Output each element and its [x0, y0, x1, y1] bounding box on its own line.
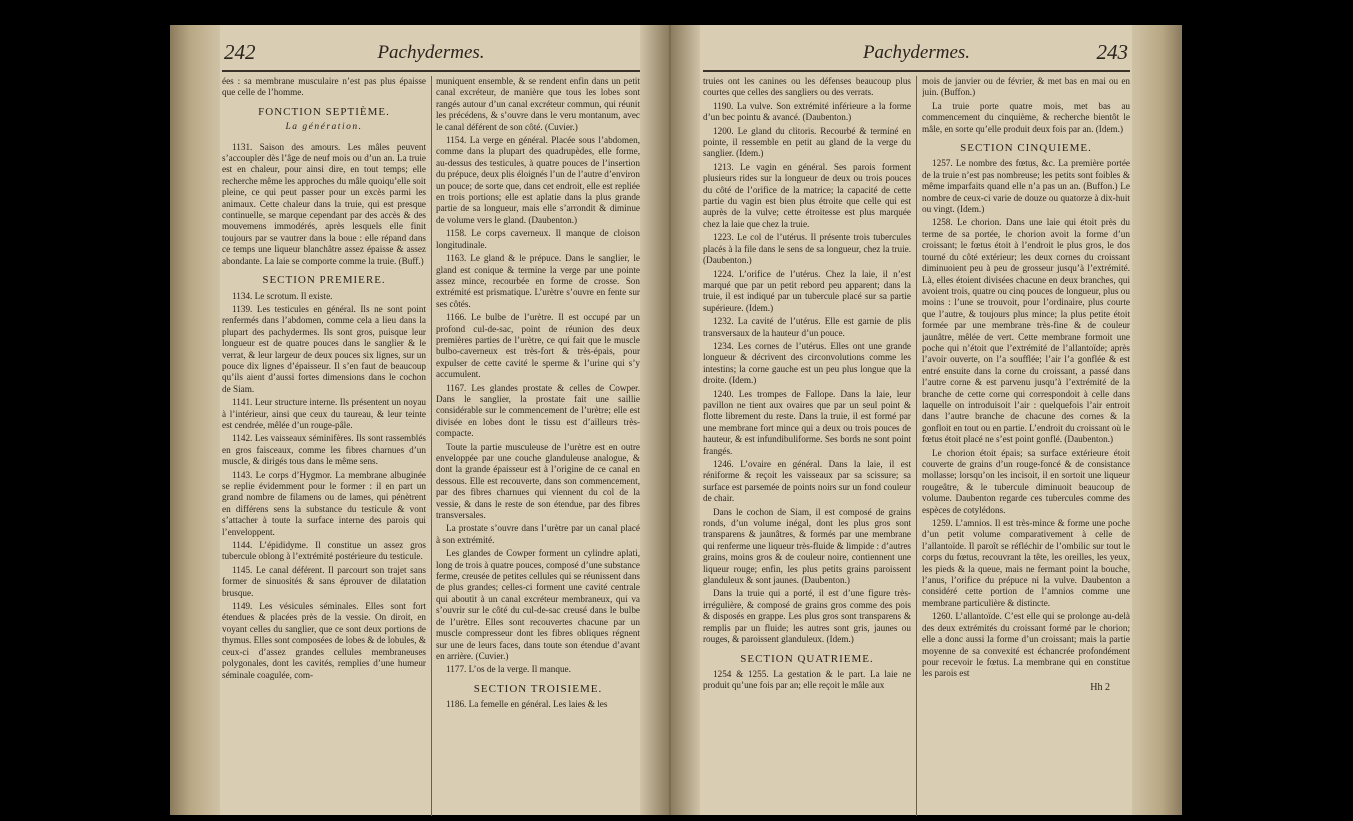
- paragraph: 1200. Le gland du clitoris. Recourbé & terminé en pointe, il ressemble en petit au gland de la verge du sanglier. (Idem.): [703, 125, 911, 159]
- paragraph: 1154. La verge en général. Placée sous l’abdomen, comme dans la plupart des quadrupèdes, elle forme, au-dessus des testicules, à quatre pouces de l’insertion du prépuce, deux plis éloignés l’un de l’autre d’environ un pouce; de sorte que, dans cet endroit, elle est repliée en trois portions; elle est aplatie dans la plus grande partie de sa longueur, mais elle s’arrondit & diminue de volume vers le gland. (Daubenton.): [436, 135, 640, 225]
- left-page-number: 242: [224, 40, 256, 64]
- paragraph: 1142. Les vaisseaux séminifères. Ils sont rassemblés en gros faisceaux, comme les fibres charnues d’un muscle, & dirigés tous dans le même sens.: [222, 433, 426, 467]
- section-heading: SECTION CINQUIEME.: [960, 142, 1092, 155]
- paragraph: 1224. L’orifice de l’utérus. Chez la laie, il n’est marqué que par un petit rebord peu apparent; dans la truie, il est indiqué par un tubercule placé sur sa partie supérieure. (Idem.): [703, 268, 911, 313]
- paragraph: 1166. Le bulbe de l’urètre. Il est occupé par un profond cul-de-sac, point de réunion des deux premières parties de l’urètre, ce qui fait que le muscle bulbo-caverneux est très-fort & très-épais, pour expulser de cette cavité le sperme & l’urine qui s’y accumulent.: [436, 312, 640, 380]
- paragraph: 1149. Les vésicules séminales. Elles sont fort étendues & placées près de la vessie. On diroit, en voyant celles du sanglier, que ce sont deux portions de thymus. Elles sont composées de lobes & de lobules, & ceux-ci d’assez grandes cellules membraneuses polygonales, dont les cavités, remplies d’une humeur séminale coagulée, com-: [222, 601, 426, 680]
- paragraph: muniquent ensemble, & se rendent enfin dans un petit canal excréteur, de manière que tous les lobes sont rangés autour d’un canal excréteur commun, qui réunit les précédens, & s’ouvre dans le veru montanum, avec le canal déférent de son côté. (Cuvier.): [436, 76, 640, 132]
- paragraph: 1145. Le canal déférent. Il parcourt son trajet sans former de sinuosités & sans éprouver de dilatation brusque.: [222, 564, 426, 598]
- paragraph: Le chorion étoit épais; sa surface extérieure étoit couverte de grains d’un rouge-foncé & de consistance mollasse; lorsqu’on les incisoit, il en sortoit une liqueur rougeâtre, & le tubercule diminuoit beaucoup de volume. Daubenton regarde ces tubercules comme des espèces de cotylédons.: [922, 447, 1130, 515]
- paragraph: 1213. Le vagin en général. Ses parois forment plusieurs rides sur la longueur de deux ou trois pouces du côté de l’orifice de la matrice; la capacité de cette partie du vagin est bien plus étroite que celle qui est auprès de la vulve; cette étroitesse est plus marquée chez la laie que chez la truie.: [703, 161, 911, 229]
- paragraph: 1139. Les testicules en général. Ils ne sont point renfermés dans l’abdomen, comme cela a lieu dans la plupart des pachydermes. Ils sont gros, puisque leur longueur est de quatre pouces dans le sanglier & le verrat, & leur largeur de deux pouces six lignes, sur un pouce dix lignes d’épaisseur. Il s’en faut de beaucoup qu’ils aient d’aussi fortes dimensions dans le cochon de Siam.: [222, 303, 426, 394]
- paragraph: 1254 & 1255. La gestation & le part. La laie ne produit qu’une fois par an; elle reçoit le mâle aux: [703, 668, 911, 691]
- section-heading: SECTION TROISIEME.: [473, 682, 603, 695]
- right-column-separator: [916, 76, 917, 816]
- book-gutter: [640, 25, 700, 815]
- paragraph: 1260. L’allantoïde. C’est elle qui se prolonge au-delà des deux extrémités du croissant formé par le chorion; elle a donc aussi la forme d’un croissant; mais la partie moyenne de sa convexité est échancrée profondément pour recevoir le fœtus. La membrane qui en constitue les parois est: [922, 611, 1130, 679]
- left-page: [222, 40, 640, 816]
- paragraph: Dans le cochon de Siam, il est composé de grains ronds, d’un volume inégal, dont les plus gros sont transparens & jaunâtres, & formés par une membrane qui renferme une liqueur très-fluide & limpide : d’autres grains, moins gros & de couleur noire, contiennent une liqueur rouge; enfin, les plus petits grains paroissent glanduleux & sont jaunes. (Daubenton.): [703, 506, 911, 586]
- paragraph: 1186. La femelle en général. Les laies & les: [446, 699, 608, 710]
- paragraph: 1259. L’amnios. Il est très-mince & forme une poche d’un petit volume comparativement à celle de l’allantoïde. Il paroît se réfléchir de l’ombilic sur tout le corps du fœtus, recouvrant la tête, les oreilles, les yeux, les pieds & la queue, mais ne fermant point la bouche, l’anus, l’orifice du prépuce ni la vulve. Daubenton a considéré cette portion de l’amnios comme une membrane particulière & distincte.: [922, 518, 1130, 608]
- paragraph: 1257. Le nombre des fœtus, &c. La première portée de la truie n’est pas nombreuse; les petits sont foibles & même imparfaits quand elle n’a pas un an. (Buffon.) Le nombre de ceux-ci varie de douze ou quatorze à dix-huit ou vingt. (Idem.): [922, 158, 1130, 215]
- paragraph: 1143. Le corps d’Hygmor. La membrane albuginée se replie évidemment pour le former : il en part un grand nombre de filamens ou de lames, qui pénètrent en différens sens la substance du testicule & vont s’attacher à toute la surface interne des parois qui l’enveloppent.: [222, 469, 426, 537]
- paragraph: 1234. Les cornes de l’utérus. Elles ont une grande longueur & décrivent des circonvolutions comme les intestins; la corne gauche est un peu plus longue que la droite. (Idem.): [703, 340, 911, 386]
- right-column-1: [703, 76, 911, 816]
- paragraph: 1158. Le corps caverneux. Il manque de cloison longitudinale.: [436, 228, 640, 250]
- right-page: [703, 40, 1130, 816]
- paragraph: 1134. Le scrotum. Il existe.: [232, 290, 333, 301]
- paragraph: truies ont les canines ou les défenses beaucoup plus courtes que celles des sangliers ou des verrats.: [703, 76, 911, 98]
- right-running-title: Pachydermes.: [862, 42, 971, 63]
- paragraph: 1246. L’ovaire en général. Dans la laie, il est réniforme & reçoit les vaisseaux par sa scissure; sa surface est parsemée de points noirs sur un fond couleur de chair.: [703, 459, 911, 504]
- paragraph: 1223. Le col de l’utérus. Il présente trois tubercules placés à la file dans le sens de sa longueur, chez la truie. (Daubenton.): [703, 232, 911, 266]
- paragraph: La truie porte quatre mois, met bas au commencement du cinquième, & recherche bientôt le mâle, en sorte qu’elle produit deux fois par an. (Idem.): [922, 100, 1130, 134]
- paragraph: 1177. L’os de la verge. Il manque.: [446, 664, 571, 675]
- paragraph: 1190. La vulve. Son extrémité inférieure a la forme d’un bec pointu & avancé. (Daubenton.): [703, 100, 911, 123]
- left-page-edges: [170, 25, 220, 815]
- section-subheading: La génération.: [285, 122, 363, 133]
- right-column-2: [922, 76, 1130, 816]
- paragraph: Toute la partie musculeuse de l’urètre est en outre enveloppée par une couche glanduleuse analogue, & dont la grande épaisseur est à l’origine de ce canal en dessous. Elle est recouverte, dans son commencement, par des fibres charnues qui viennent du col de la vessie, & dans le reste de son étendue, par des fibres transversales.: [436, 441, 640, 521]
- right-page-edges: [1132, 25, 1182, 815]
- left-column-1: [222, 76, 426, 816]
- section-heading: FONCTION SEPTIÈME.: [258, 105, 390, 118]
- paragraph: 1131. Saison des amours. Les mâles peuvent s’accoupler dès l’âge de neuf mois ou d’un an. La truie est en chaleur, pour ainsi dire, en tout temps; elle recherche même les approches du mâle quoiqu’elle soit pleine, ce qui peut passer pour un excès parmi les animaux. Cette chaleur dans la truie, qui est presque continuelle, se marque cependant par des accès & des mouvemens immodérés, après lesquels elle finit toujours par se vautrer dans la boue : elle répand dans ce temps une liqueur blanchâtre assez épaisse & assez abondante. La laie se comporte comme la truie. (Buff.): [222, 141, 426, 266]
- paragraph: 1167. Les glandes prostate & celles de Cowper. Dans le sanglier, la prostate fait une saillie considérable sur le commencement de l’urètre; elle est divisée en lobes dont le tissu est d’ailleurs très-compacte.: [436, 382, 640, 439]
- paragraph: 1232. La cavité de l’utérus. Elle est garnie de plis transversaux de la hauteur d’un pouce.: [703, 316, 911, 338]
- paragraph: La prostate s’ouvre dans l’urètre par un canal placé à son extrémité.: [436, 523, 640, 545]
- left-column-2: [436, 76, 640, 816]
- left-column-separator: [431, 76, 432, 816]
- left-running-title: Pachydermes.: [377, 42, 485, 63]
- paragraph: 1240. Les trompes de Fallope. Dans la laie, leur pavillon ne tient aux ovaires que par un seul point & flotte librement du reste. Dans la truie, il est formé par une membrane fort mince qui a deux ou trois pouces de hauteur, & est infundibuliforme. Ses bords ne sont point frangés.: [703, 388, 911, 456]
- paragraph: mois de janvier ou de février, & met bas en mai ou en juin. (Buffon.): [922, 76, 1130, 98]
- paragraph: 1141. Leur structure interne. Ils présentent un noyau à l’intérieur, ainsi que ceux du taureau, & leur teinte est cendrée, mêlée d’un rouge-pâle.: [222, 397, 426, 430]
- paragraph: ées : sa membrane musculaire n’est pas plus épaisse que celle de l’homme.: [222, 76, 426, 98]
- section-heading: SECTION QUATRIEME.: [740, 652, 874, 665]
- right-header-rule: [703, 70, 1130, 72]
- paragraph: 1144. L’épididyme. Il constitue un assez gros tubercule oblong à l’extrémité postérieure du testicule.: [222, 540, 426, 562]
- right-running-head: [703, 40, 1130, 70]
- left-header-rule: [222, 70, 640, 72]
- paragraph: Les glandes de Cowper forment un cylindre aplati, long de trois à quatre pouces, composé d’une substance ferme, creusée de petites cellules qui se réunissent dans de plus grandes; celles-ci forment une cavité centrale qui aboutit à un canal excréteur membraneux, qui va s’ouvrir sur le côté du cul-de-sac creusé dans le bulbe de l’urètre. Elles sont recouvertes chacune par un muscle compresseur dont les fibres obliques régnent sur une de leurs faces, dans toute son étendue d’avant en arrière. (Cuvier.): [436, 548, 640, 661]
- left-running-head: [222, 40, 640, 70]
- right-page-number: 243: [1096, 40, 1128, 64]
- paragraph: 1258. Le chorion. Dans une laie qui étoit près du terme de sa portée, le chorion avoit la forme d’un croissant; le fœtus étoit à l’endroit le plus gros, le dos tourné du côté extérieur; les deux cornes du croissant diminuoient peu à peu de grosseur jusqu’à l’extrémité. Là, elles étoient divisées chacune en deux branches, qui avoient trois, quatre ou cinq pouces de longueur, plus ou moins : l’une se trouvoit, pour l’ordinaire, plus courte que l’autre, & toujours plus mince; la plus petite étoit formée par une membrane très-fine & de couleur jaunâtre, mêlée de vert. Cette membrane formoit une poche qui n’étoit que l’extrémité de l’allantoïde; après l’avoir ouverte, on l’a soufflée; l’air l’a gonflée & est entré ensuite dans la corne du croissant, a passé dans l’autre corne & est parvenu jusqu’à l’extrémité de la branche de cette corne qui correspondoit à celle dans laquelle on introduisoit l’air : quelquefois l’air entroit dans l’autre branche de chacune des cornes & la gonfloit en tout ou en partie. L’endroit du croissant où le fœtus étoit placé ne s’est point gonflé. (Daubenton.): [922, 217, 1130, 445]
- printer-signature: Hh 2: [1090, 681, 1110, 693]
- paragraph: 1163. Le gland & le prépuce. Dans le sanglier, le gland est conique & termine la verge par une pointe assez mince, recourbée en forme de crosse. Son extrémité est prismatique. L’urètre s’ouvre en fente sur ses côtés.: [436, 253, 640, 309]
- section-heading: SECTION PREMIERE.: [262, 274, 386, 287]
- paragraph: Dans la truie qui a porté, il est d’une figure très-irrégulière, & composé de grains gros comme des pois & disposés en grappe. Les plus gros sont transparens & remplis par un fluide; les autres sont gris, jaunes ou rouges, & paroissent glanduleux. (Idem.): [703, 588, 911, 645]
